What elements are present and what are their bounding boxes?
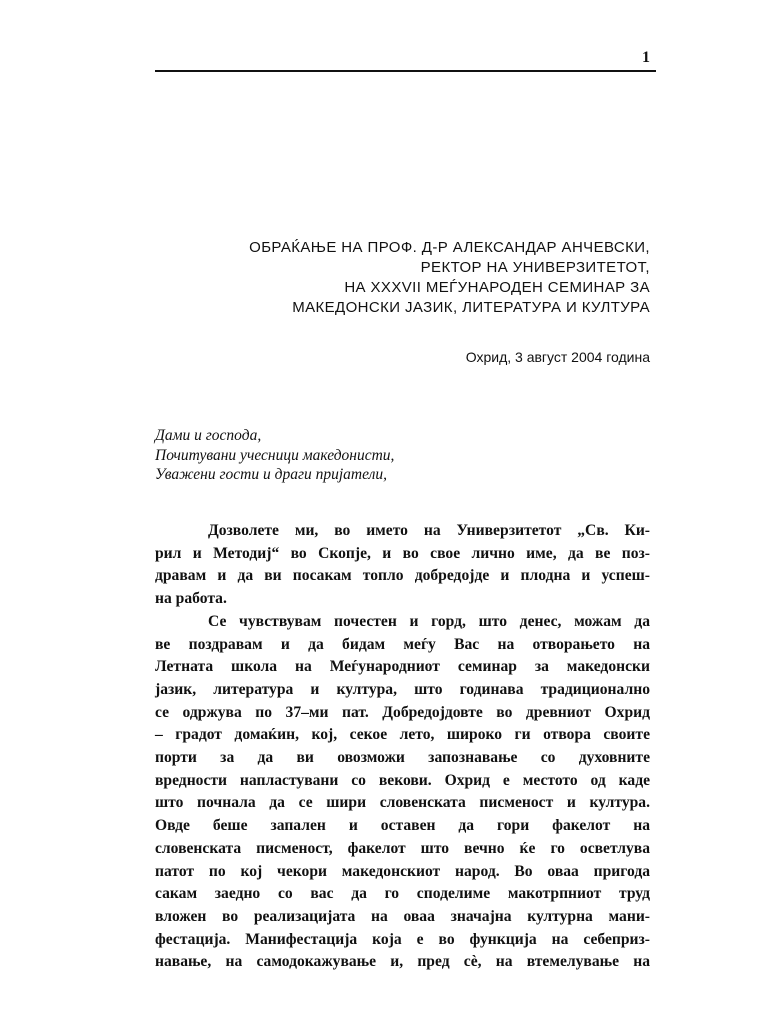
title-line: МАКЕДОНСКИ ЈАЗИК, ЛИТЕРАТУРА И КУЛТУРА [292,299,650,316]
body-line: се одржува по 37–ми пат. Добредојдовте во древниот Охрид [155,703,650,721]
body-line: – градот домаќин, кој, секое лето, широко ги отвора своите [155,726,650,744]
title-block [160,238,650,318]
body-line: фестација. Манифестација која е во функција на себеприз- [155,930,650,948]
body-line: навање, на самодокажување и, пред сè, на втемелување на [155,953,650,971]
body-line: Дозволете ми, во името на Универзитетот „Св. Ки- [208,522,650,539]
title-line: НА XXXVII МЕЃУНАРОДЕН СЕМИНАР ЗА [344,279,650,296]
body-line: Овде беше запален и оставен да гори факелот на [155,817,650,835]
title-line: РЕКТОР НА УНИВЕРЗИТЕТОТ, [420,259,650,276]
body-line: ве поздравам и да бидам меѓу Вас на отворањето на [155,635,650,653]
body-line: патот по кој чекори македонскиот народ. Во оваа пригода [155,862,650,880]
body-line: рил и Методиј“ во Скопје, и во свое лично име, да ве поз- [155,544,650,562]
salutation [155,426,635,485]
body-line: Се чувствувам почестен и горд, што денес, можам да [208,612,650,630]
place-date: Охрид, 3 август 2004 година [465,349,650,365]
body-line: вредности напластувани со векови. Охрид е местото од каде [155,771,650,789]
body-line: на работа. [155,590,227,608]
body-line: порти за да ви овозможи запознавање со духовните [155,749,650,767]
body-line: Летната школа на Меѓународниот семинар за македонски [155,658,650,676]
body-line: вложен во реализацијата на оваа значајна културна мани- [155,907,650,925]
header-rule [155,70,656,72]
salutation-line: Дами и господа, [155,427,262,444]
body-line: што почнала да се шири словенската писменост и култура. [155,794,650,812]
body-line: сакам заедно со вас да го споделиме макотрпниот труд [155,885,650,903]
body-line: јазик, литература и култура, што годинава традиционално [155,680,650,698]
body-text [155,520,650,974]
salutation-line: Почитувани учесници македонисти, [155,446,395,464]
body-line: дравам и да ви посакам топло добредојде и плодна и успеш- [155,567,650,585]
salutation-line: Уважени гости и драги пријатели, [155,466,387,483]
title-line: ОБРАЌАЊЕ НА ПРОФ. Д-Р АЛЕКСАНДАР АНЧЕВСКИ, [249,239,650,256]
body-line: словенската писменост, факелот што вечно ќе го осветлува [155,839,650,857]
page-number: 1 [642,49,650,66]
